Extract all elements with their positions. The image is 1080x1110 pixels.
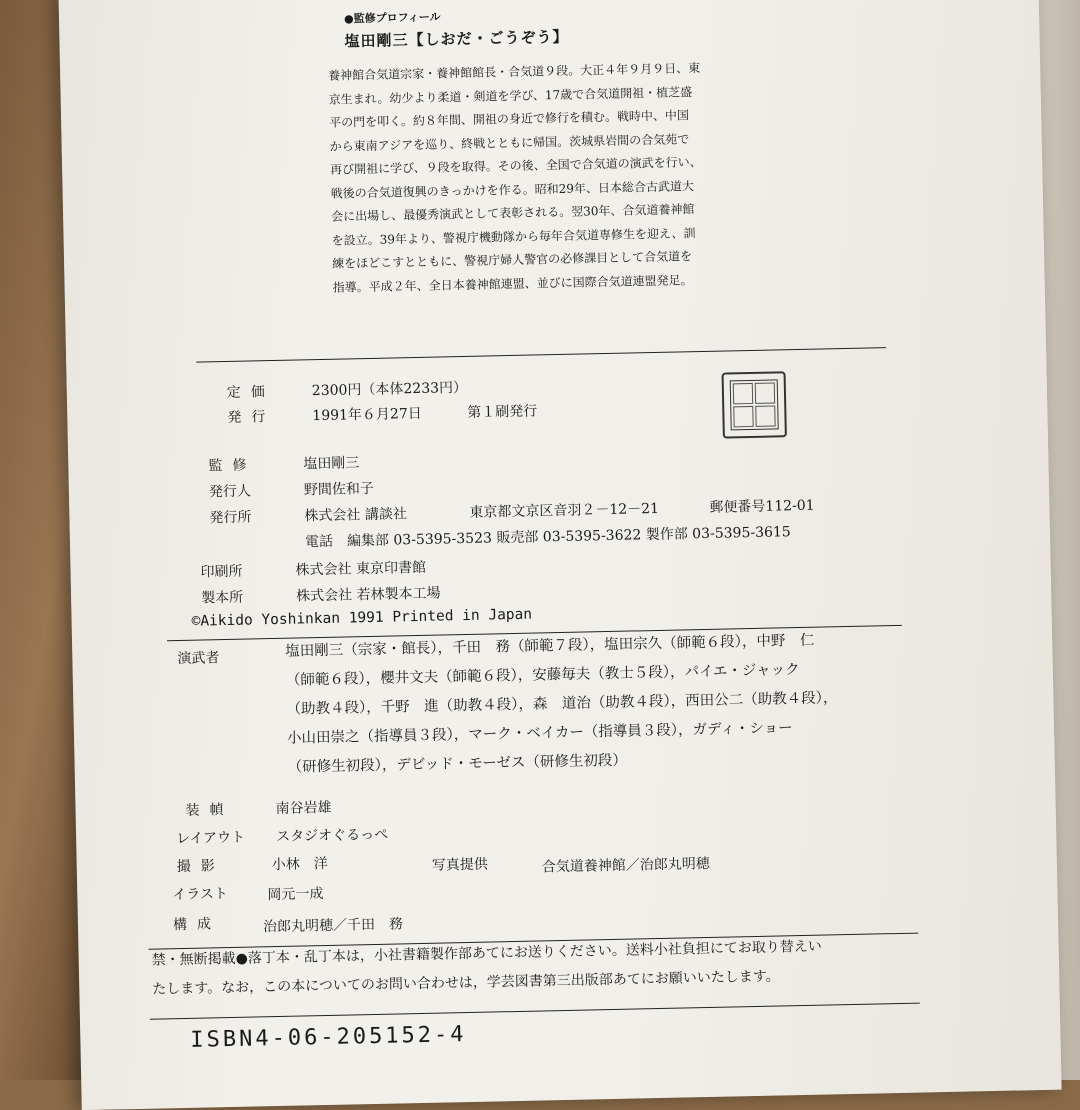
price-label: 定価: [226, 383, 276, 401]
performers-list: [285, 624, 928, 782]
publisher-label: 発行所: [209, 509, 252, 527]
bio-line: 養神館合気道宗家・養神館館長・合気道９段。大正４年９月９日、東: [328, 60, 701, 83]
bio-line: 指導。平成２年、全日本養神館連盟、並びに国際合気道連盟発足。: [332, 272, 693, 295]
notice-line: たします。なお，この本についてのお問い合わせは，学芸図書第三出版部あてにお願いいたします。: [152, 968, 780, 998]
performers-line: （助教４段），千野 進（助教４段），森 道治（助教４段），西田公二（助教４段），: [286, 690, 838, 718]
supervisor-label: 監修: [208, 457, 257, 475]
notice-line: 禁・無断掲載●落丁本・乱丁本は，小社書籍製作部あてにお送りください。送料小社負担にてお取り替えい: [151, 938, 822, 969]
publisher-person-value: 野間佐和子: [303, 480, 375, 499]
performers-line: 小山田崇之（指導員３段），マーク・ベイカー（指導員３段），ガディ・ショー: [286, 720, 793, 747]
printer-label: 印刷所: [200, 563, 243, 581]
layout-value: スタジオぐるっぺ: [275, 826, 389, 846]
profile-bio: [328, 56, 773, 300]
performers-line: （研修生初段），デビッド・モーゼス（研修生初段）: [287, 752, 628, 776]
bio-line: 平の門を叩く。約８年間、開祖の身近で修行を積む。戦時中、中国: [329, 108, 690, 130]
bio-line: 戦後の合気道復興のきっかけを作る。昭和29年、日本総合古武道大: [330, 178, 695, 201]
compose-value: 治郎丸明穂／千田 務: [262, 916, 404, 936]
performers-line: 塩田剛三（宗家・館長），千田 務（師範７段），塩田宗久（師範６段），中野 仁: [285, 632, 815, 660]
supervisor-value: 塩田剛三: [303, 455, 360, 473]
performers-label: 演武者: [177, 650, 220, 668]
photo-value: 小林 洋: [271, 855, 328, 874]
publisher-seal-stamp: [722, 371, 787, 438]
price-value: 2300円（本体2233円）: [311, 379, 468, 400]
bio-line: 再び開祖に学び、９段を取得。その後、全国で合気道の演武を行い、: [330, 154, 702, 177]
bio-line: から東南アジアを巡り、終戦とともに帰国。茨城県岩間の合気苑で: [329, 131, 690, 154]
illust-value: 岡元一成: [267, 886, 324, 904]
divider-rule: [196, 347, 886, 362]
bio-line: 練をほどこすとともに、警視庁婦人警官の必修課目として合気道を: [332, 249, 693, 271]
book-page: [58, 0, 1061, 1110]
design-label: 装幀: [185, 801, 234, 819]
phone-line: 電話 編集部 03-5395-3523 販売部 03-5395-3622 製作部 03-5395-3615: [304, 524, 791, 551]
layout-label: レイアウト: [176, 829, 246, 848]
binder-label: 製本所: [200, 589, 244, 607]
photo-label: 撮影: [176, 858, 225, 876]
design-value: 南谷岩雄: [275, 799, 332, 818]
bio-line: を設立。39年より、警視庁機動隊から毎年合気道専修生を迎え、訓: [331, 225, 696, 248]
divider-rule: [150, 1003, 920, 1020]
compose-label: 構成: [172, 916, 222, 934]
performers-line: （師範６段），櫻井文夫（師範６段），安藤毎夫（教士５段），パイエ・ジャック: [285, 662, 800, 689]
illust-label: イラスト: [172, 886, 229, 904]
bio-line: 京生まれ。幼少より柔道・剣道を学び、17歳で合気道開祖・植芝盛: [328, 84, 693, 107]
issue-date: 1991年６月27日: [312, 405, 422, 425]
isbn-code: ISBN4-06-205152-4: [190, 1022, 467, 1053]
profile-heading: ●監修プロフィール: [343, 10, 441, 26]
notice-text: [151, 930, 952, 1005]
publisher-postal: 郵便番号112-01: [709, 497, 815, 516]
publisher-address: 東京都文京区音羽２－12－21: [469, 500, 660, 521]
profile-name: 塩田剛三【しおだ・ごうぞう】: [344, 27, 569, 51]
publisher-value: 株式会社 講談社: [304, 506, 408, 525]
bio-line: 会に出場し、最優秀演武として表彰される。翌30年、合気道養神館: [331, 202, 695, 224]
photo-credit-label: 写真提供: [431, 856, 488, 874]
photo-credit-value: 合気道養神館／治郎丸明穂: [541, 855, 710, 876]
issue-label: 発行: [227, 408, 276, 426]
binder-value: 株式会社 若林製本工場: [295, 585, 441, 605]
publisher-person-label: 発行人: [208, 483, 252, 501]
printer-value: 株式会社 東京印書館: [295, 559, 427, 579]
issue-edition: 第１刷発行: [467, 403, 538, 421]
copyright-line: ©Aikido Yoshinkan 1991 Printed in Japan: [191, 606, 533, 630]
